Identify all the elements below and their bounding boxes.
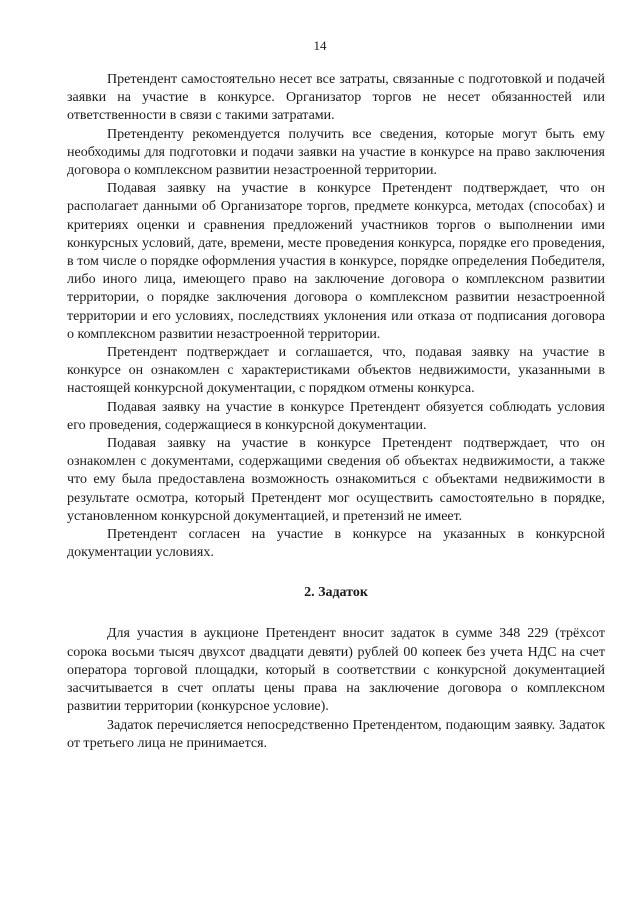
paragraph: Претендент согласен на участие в конкурсе на указанных в конкурсной документации условиях.	[67, 527, 605, 561]
section-heading: 2. Задаток	[304, 585, 368, 601]
page-number: 14	[313, 38, 327, 53]
document-body	[67, 71, 605, 753]
paragraph: Подавая заявку на участие в конкурсе Претендент обязуется соблюдать условия его проведения, содержащиеся в конкурсной документации.	[67, 399, 605, 433]
paragraph: Подавая заявку на участие в конкурсе Претендент подтверждает, что он располагает данными об Организаторе торгов, предмете конкурса, методах (способах) и критериях оценки и сравнения предложений участников торгов о выполнении ими конкурсных условий, дате, времени, месте проведения конкурса, порядке его проведения, в том числе о порядке оформления участия в конкурсе, порядке определения Победителя, либо иного лица, имеющего право на заключение договора о комплексном развитии территории, о порядке заключения договора о комплексном развитии незастроенной территории и его условиях, последствиях уклонения или отказа от подписания договора о комплексном развитии незастроенной территории.	[67, 181, 605, 342]
paragraph: Задаток перечисляется непосредственно Претендентом, подающим заявку. Задаток от третьего лица не принимается.	[67, 717, 605, 751]
paragraph: Претендент подтверждает и соглашается, что, подавая заявку на участие в конкурсе он ознакомлен с характеристиками объектов недвижимости, указанными в настоящей конкурсной документации, с порядком отмены конкурса.	[67, 345, 605, 397]
paragraph: Претендент самостоятельно несет все затраты, связанные с подготовкой и подачей заявки на участие в конкурсе. Организатор торгов не несет обязанностей или ответственности в связи с такими затратами.	[67, 72, 605, 124]
paragraph: Для участия в аукционе Претендент вносит задаток в сумме 348 229 (трёхсот сорока восьми тысяч двухсот двадцати девяти) рублей 00 копеек без учета НДС на счет оператора торговой площадки, который в соответствии с конкурсной документацией засчитывается в счет оплаты цены права на заключение договора о комплексном развитии территории (конкурсное условие).	[67, 626, 605, 715]
paragraph: Подавая заявку на участие в конкурсе Претендент подтверждает, что он ознакомлен с документами, содержащими сведения об объектах недвижимости, а также что ему была предоставлена возможность ознакомиться с объектами недвижимости в результате осмотра, который Претендент мог осуществить самостоятельно в порядке, установленном конкурсной документацией, и претензий не имеет.	[67, 436, 605, 524]
paragraph: Претенденту рекомендуется получить все сведения, которые могут быть ему необходимы для подготовки и подачи заявки на участие в конкурсе на право заключения договора о комплексном развитии незастроенной территории.	[67, 126, 605, 179]
